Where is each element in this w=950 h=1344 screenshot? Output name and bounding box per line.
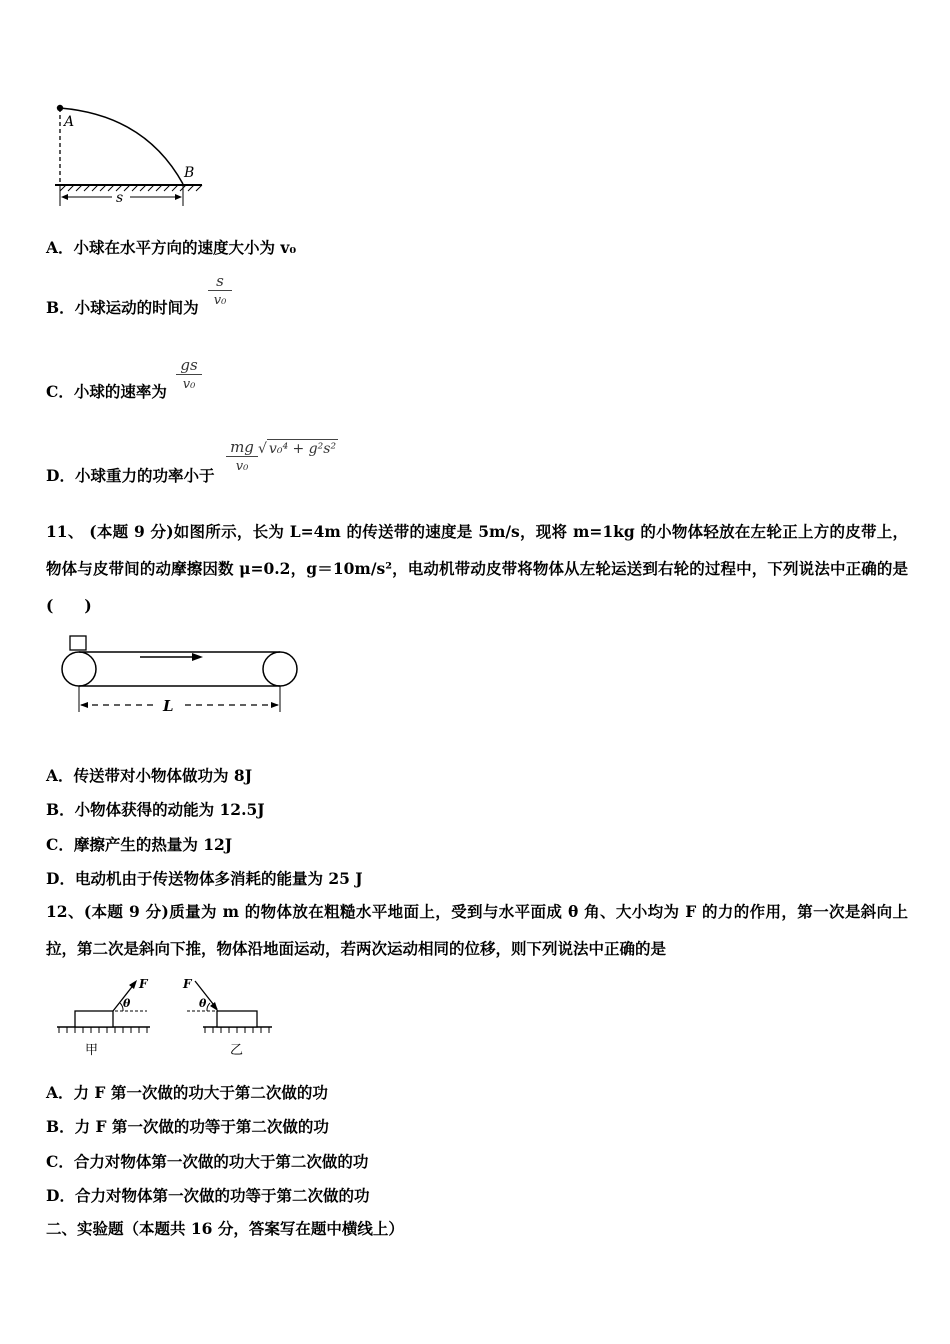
q11-stem: 11、 (本题 9 分)如图所示，长为 L=4m 的传送带的速度是 5m/s，现将 m=1kg 的小物体轻放在左轮正上方的皮带上，物体与皮带间的动摩擦因数 μ=0.2，g＝10m/s²，电动机带动皮带将物体从左轮运送到右轮的过程中，下列说法中正确的是( ) [46, 522, 908, 615]
q12-option-a: A．力 F 第一次做的功大于第二次做的功 [46, 1083, 328, 1102]
label-theta: θ [199, 997, 207, 1010]
q12-stem: 12、(本题 9 分)质量为 m 的物体放在粗糙水平地面上，受到与水平面成 θ 角、大小均为 F 的力的作用，第一次是斜向上拉，第二次是斜向下推，物体沿地面运动，若两次运动相同的位移，则下列说法中正确的是 [46, 902, 908, 958]
force-figure-push [175, 975, 280, 1060]
radical-sign: √ [258, 441, 267, 457]
q10-option-a: A．小球在水平方向的速度大小为 v₀ [46, 238, 297, 257]
label-theta: θ [123, 997, 131, 1010]
q11-option-b: B．小物体获得的动能为 12.5J [46, 800, 265, 819]
fraction-numerator: mg [230, 438, 254, 456]
q10-option-c-fraction [176, 356, 202, 392]
q11-option-d: D．电动机由于传送物体多消耗的能量为 25 J [46, 869, 363, 888]
q10-option-d-sqrt [258, 441, 338, 457]
force-figure-pull [55, 975, 160, 1060]
label-jia: 甲 [85, 1043, 99, 1058]
label-L: L [163, 697, 174, 715]
fraction-denominator: v₀ [208, 290, 232, 308]
label-F: F [139, 977, 148, 991]
q12-option-c: C．合力对物体第一次做的功大于第二次做的功 [46, 1152, 369, 1171]
label-B: B [184, 165, 195, 181]
label-F: F [183, 977, 192, 991]
radicand: v₀⁴ + g²s² [268, 441, 337, 457]
section-2-heading: 二、实验题（本题共 16 分，答案写在题中横线上） [46, 1219, 404, 1238]
q11-option-c: C．摩擦产生的热量为 12J [46, 835, 233, 854]
fraction-denominator: v₀ [176, 374, 202, 392]
q12-option-b: B．力 F 第一次做的功等于第二次做的功 [46, 1117, 329, 1136]
fraction-numerator: s [216, 272, 224, 290]
q10-option-b: B．小球运动的时间为 [46, 298, 199, 317]
conveyor-belt-figure [55, 632, 305, 717]
fraction-denominator: v₀ [226, 456, 258, 474]
projectile-figure [50, 100, 210, 210]
q12-option-d: D．合力对物体第一次做的功等于第二次做的功 [46, 1186, 370, 1205]
q11-option-a: A．传送带对小物体做功为 8J [46, 766, 253, 785]
q10-option-b-fraction [208, 272, 232, 308]
label-yi: 乙 [230, 1043, 244, 1058]
label-s: s [116, 190, 124, 206]
q10-option-c: C．小球的速率为 [46, 382, 167, 401]
q10-option-d: D．小球重力的功率小于 [46, 466, 215, 485]
q10-option-d-fraction [226, 438, 258, 474]
label-A: A [64, 114, 75, 130]
fraction-numerator: gs [180, 356, 198, 374]
